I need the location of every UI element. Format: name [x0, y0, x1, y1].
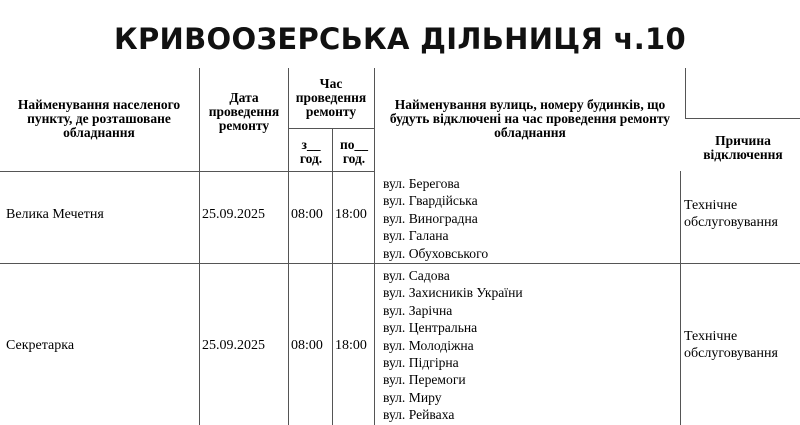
street-item: вул. Берегова — [383, 176, 460, 191]
header-time-from: з__ год. — [299, 137, 323, 166]
row1-from: 08:00 — [291, 207, 323, 222]
row2-date: 25.09.2025 — [202, 338, 265, 353]
col-divider-1 — [199, 68, 200, 425]
row2-to: 18:00 — [335, 338, 367, 353]
header-streets: Найменування вулиць, номеру будинків, що будуть відключені на час проведення ремонту обладнання — [389, 97, 671, 140]
row1-reason: Технічне обслуговування — [684, 198, 778, 230]
row1-settlement: Велика Мечетня — [6, 207, 104, 222]
street-item: вул. Миру — [383, 389, 442, 405]
time-header-divider — [288, 128, 374, 129]
header-time: Час проведення ремонту — [295, 76, 367, 119]
street-item: вул. Обуховського — [383, 245, 489, 261]
street-item: вул. Центральна — [383, 320, 478, 336]
col-divider-5 — [685, 68, 686, 118]
street-item: вул. Садова — [383, 268, 450, 283]
street-item: вул. Галана — [383, 228, 449, 244]
col-divider-6 — [680, 171, 681, 425]
outage-table — [0, 68, 800, 425]
street-item: вул. Гвардійська — [383, 193, 478, 209]
street-item: вул. Молодіжна — [383, 337, 474, 353]
col-divider-2 — [288, 68, 289, 425]
header-reason: Причина відключення — [703, 133, 783, 162]
street-item: вул. Зарічна — [383, 302, 453, 318]
street-item: вул. Виноградна — [383, 210, 478, 226]
row2-settlement: Секретарка — [6, 338, 75, 353]
street-item: вул. Захисників України — [383, 285, 523, 301]
row-divider — [0, 263, 800, 264]
col-divider-3 — [332, 128, 333, 425]
header-time-to: по__ год. — [339, 137, 369, 166]
street-item: вул. Підгірна — [383, 355, 459, 371]
page-title: КРИВООЗЕРСЬКА ДІЛЬНИЦЯ ч.10 — [114, 22, 686, 56]
row1-streets — [383, 175, 488, 262]
reason-header-top — [685, 118, 800, 119]
row1-date: 25.09.2025 — [202, 207, 265, 222]
street-item: вул. Рейваха — [383, 407, 455, 423]
header-bottom — [0, 171, 374, 172]
row2-from: 08:00 — [291, 338, 323, 353]
header-date: Дата проведення ремонту — [208, 90, 280, 133]
row2-reason: Технічне обслуговування — [684, 329, 778, 361]
header-settlement: Найменування населеного пункту, де розташоване обладнання — [17, 97, 181, 140]
street-item: вул. Перемоги — [383, 372, 466, 388]
row2-streets — [383, 267, 523, 424]
col-divider-4 — [374, 68, 375, 425]
row1-to: 18:00 — [335, 207, 367, 222]
